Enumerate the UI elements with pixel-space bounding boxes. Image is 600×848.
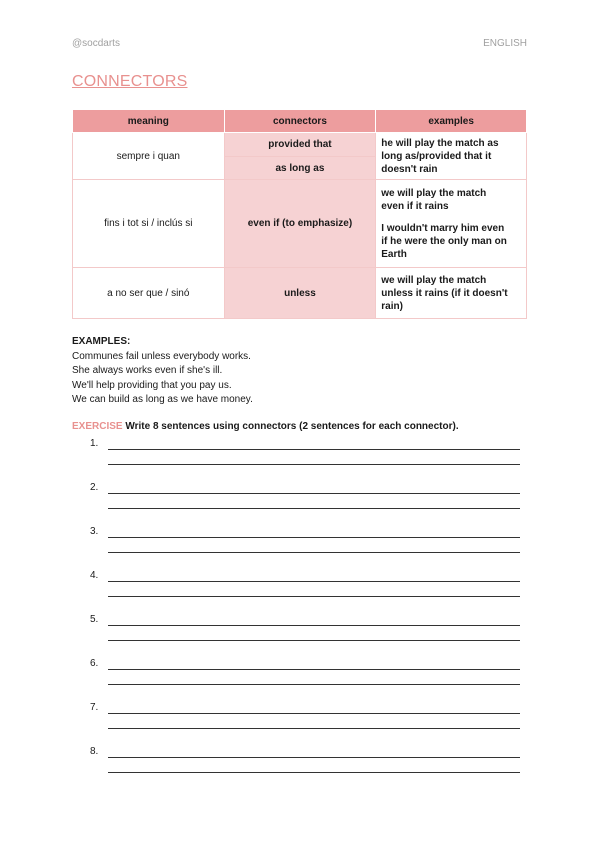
item-number: 8. [90, 746, 99, 757]
answer-item [90, 746, 530, 776]
table-header-row [73, 110, 527, 133]
connector-cell: as long as [224, 157, 376, 180]
example-line: I wouldn't marry him even [381, 222, 505, 234]
example-sentence: Communes fail unless everybody works. [72, 350, 251, 362]
answer-item [90, 482, 530, 512]
exercise-heading [72, 421, 459, 432]
answer-line[interactable] [108, 728, 520, 729]
answer-line[interactable] [108, 684, 520, 685]
answer-line[interactable] [108, 625, 520, 626]
meaning-cell: a no ser que / sinó [73, 268, 225, 319]
example-line: even if it rains [381, 200, 449, 212]
answer-line[interactable] [108, 552, 520, 553]
item-number: 6. [90, 658, 99, 669]
answer-line[interactable] [108, 493, 520, 494]
header-subject: ENGLISH [483, 38, 527, 49]
item-number: 4. [90, 570, 99, 581]
connector-cell: unless [224, 268, 376, 319]
example-line: if he were the only man on [381, 235, 507, 247]
exercise-label: EXERCISE [72, 421, 123, 432]
connector-cell: even if (to emphasize) [224, 180, 376, 268]
example-cell [376, 268, 527, 319]
example-sentence: She always works even if she's ill. [72, 365, 223, 376]
table-row [73, 180, 527, 268]
example-line: unless it rains (if it doesn't [381, 287, 508, 299]
answer-line[interactable] [108, 537, 520, 538]
example-sentence: We can build as long as we have money. [72, 394, 253, 405]
answer-line[interactable] [108, 581, 520, 582]
answer-line[interactable] [108, 508, 520, 509]
header-meaning: meaning [73, 110, 225, 133]
answer-item [90, 614, 530, 644]
example-line: rain) [381, 300, 403, 312]
example-cell [376, 133, 527, 180]
answer-line[interactable] [108, 449, 520, 450]
header-examples: examples [376, 110, 527, 133]
item-number: 5. [90, 614, 99, 625]
example-line: Earth [381, 248, 407, 260]
answer-item [90, 658, 530, 688]
table-row [73, 133, 527, 157]
item-number: 7. [90, 702, 99, 713]
example-sentence: We'll help providing that you pay us. [72, 379, 232, 391]
header-handle: @socdarts [72, 38, 120, 49]
answer-line[interactable] [108, 464, 520, 465]
item-number: 2. [90, 482, 99, 493]
example-line: he will play the match as [381, 137, 499, 149]
answer-line[interactable] [108, 640, 520, 641]
example-cell [376, 180, 527, 268]
example-line: doesn't rain [381, 163, 438, 175]
answer-line[interactable] [108, 669, 520, 670]
meaning-cell: fins i tot si / inclús si [73, 180, 225, 268]
answer-line[interactable] [108, 596, 520, 597]
examples-section [72, 335, 253, 408]
example-line: we will play the match [381, 274, 487, 286]
item-number: 1. [90, 438, 99, 449]
exercise-instruction: Write 8 sentences using connectors (2 sentences for each connector). [125, 421, 459, 432]
answer-item [90, 570, 530, 600]
example-line: long as/provided that it [381, 150, 492, 162]
answer-line[interactable] [108, 757, 520, 758]
header-connectors: connectors [224, 110, 376, 133]
table-row [73, 268, 527, 319]
answer-line[interactable] [108, 713, 520, 714]
answer-item [90, 438, 530, 468]
example-line: we will play the match [381, 187, 487, 199]
connectors-table [72, 109, 527, 319]
meaning-cell: sempre i quan [73, 133, 225, 180]
answer-item [90, 526, 530, 556]
answer-line[interactable] [108, 772, 520, 773]
item-number: 3. [90, 526, 99, 537]
examples-title: EXAMPLES: [72, 336, 131, 347]
page-title: CONNECTORS [72, 73, 188, 90]
connector-cell: provided that [224, 133, 376, 157]
answer-item [90, 702, 530, 732]
